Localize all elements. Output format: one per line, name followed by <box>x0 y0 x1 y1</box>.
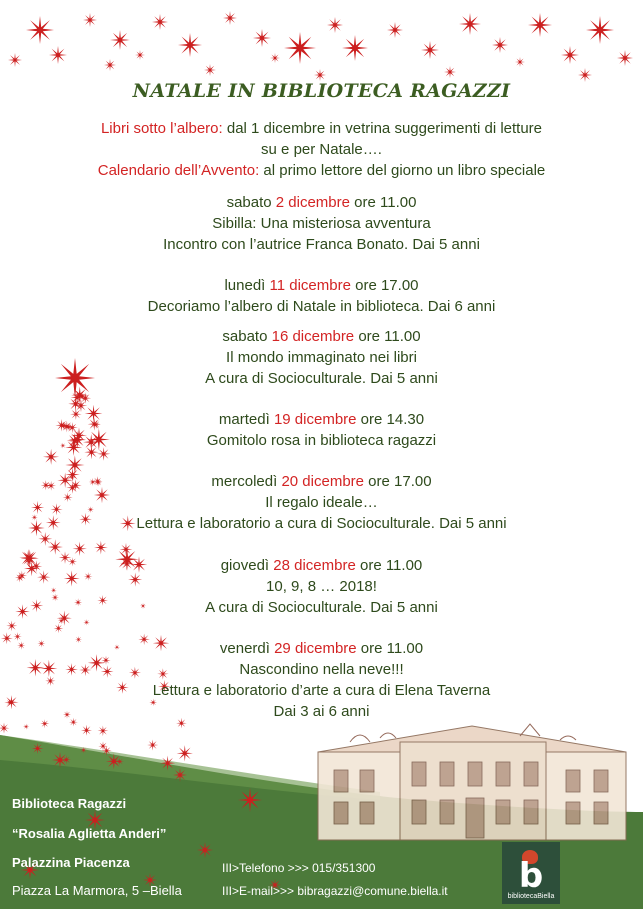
event-time: ore 11.00 <box>356 640 424 657</box>
event-header <box>60 471 583 492</box>
sparkle-star-icon <box>147 740 158 751</box>
sparkle-star-icon <box>204 64 216 76</box>
sparkle-star-icon <box>46 481 56 491</box>
intro-section <box>40 118 603 181</box>
event-item <box>60 192 583 255</box>
event-day: martedì <box>218 411 274 428</box>
sparkle-star-icon <box>1 632 13 644</box>
sparkle-star-icon <box>26 16 54 44</box>
library-subtitle: “Rosalia Aglietta Anderi” <box>12 826 167 841</box>
event-day: giovedì <box>220 557 274 574</box>
sparkle-star-icon <box>387 22 403 38</box>
sparkle-star-icon <box>586 16 614 44</box>
sparkle-star-icon <box>37 570 51 584</box>
sparkle-star-icon <box>83 619 90 626</box>
sparkle-star-icon <box>135 50 145 60</box>
sparkle-star-icon <box>31 514 38 521</box>
intro-line-gifts <box>40 118 603 139</box>
sparkle-star-icon <box>515 57 525 67</box>
event-line: Nascondino nella neve!!! <box>239 661 404 678</box>
event-date: 28 dicembre <box>273 557 356 574</box>
sparkle-star-icon <box>80 747 86 753</box>
sparkle-star-icon <box>38 532 52 546</box>
sparkle-star-icon <box>45 676 55 686</box>
sparkle-star-icon <box>54 624 64 634</box>
sparkle-star-icon <box>81 725 92 736</box>
intro-line-advent <box>40 160 603 181</box>
sparkle-star-icon <box>98 726 109 737</box>
event-item <box>60 326 583 389</box>
event-header <box>60 555 583 576</box>
sparkle-star-icon <box>28 520 45 537</box>
sparkle-star-icon <box>17 641 25 649</box>
sparkle-star-icon <box>27 659 44 677</box>
event-line: Il regalo ideale… <box>265 494 378 511</box>
event-line: Decoriamo l’albero di Natale in biblioteca. Dai 6 anni <box>147 298 496 315</box>
sparkle-star-icon <box>270 53 280 63</box>
event-time: ore 17.00 <box>350 277 419 294</box>
event-line: Lettura e laboratorio d’arte a cura di Elena Taverna <box>152 682 491 699</box>
sparkle-star-icon <box>528 13 552 37</box>
event-line: Sibilla: Una misteriosa avventura <box>212 215 431 232</box>
event-time: ore 11.00 <box>355 557 423 574</box>
sparkle-star-icon <box>421 41 439 59</box>
sparkle-star-icon <box>284 32 316 64</box>
sparkle-star-icon <box>83 13 97 27</box>
event-header <box>60 275 583 296</box>
sparkle-star-icon <box>110 30 130 50</box>
intro-text-gifts: dal 1 dicembre in vetrina suggerimenti di letture <box>222 120 543 137</box>
sparkle-star-icon <box>177 745 193 761</box>
sparkle-star-icon <box>30 560 42 572</box>
event-header <box>60 192 583 213</box>
sparkle-star-icon <box>492 37 508 53</box>
sparkle-star-icon <box>13 632 22 641</box>
sparkle-star-icon <box>6 621 17 632</box>
sparkle-star-icon <box>31 501 44 514</box>
sparkle-star-icon <box>4 695 18 709</box>
sparkle-star-icon <box>342 35 368 61</box>
page-title: NATALE IN BIBLIOTECA RAGAZZI <box>132 80 511 102</box>
email-contact[interactable]: III>E-mail>>> bibragazzi@comune.biella.it <box>222 884 448 898</box>
event-line: Gomitolo rosa in biblioteca ragazzi <box>206 432 437 449</box>
event-header <box>60 409 583 430</box>
event-day: mercoledì <box>211 473 282 490</box>
sparkle-star-icon <box>120 543 133 556</box>
event-line: Il mondo immaginato nei libri <box>226 349 417 366</box>
library-building-illustration <box>318 724 626 840</box>
event-line: Dai 3 ai 6 anni <box>273 703 370 720</box>
event-date: 29 dicembre <box>274 640 357 657</box>
event-time: ore 17.00 <box>364 473 432 490</box>
sparkle-star-icon <box>46 515 61 530</box>
event-date: 20 dicembre <box>281 473 364 490</box>
logo-caption: bibliotecaBiella <box>507 893 555 900</box>
sparkle-star-icon <box>37 640 45 648</box>
sparkle-star-icon <box>327 17 343 33</box>
sparkle-star-icon <box>104 59 116 71</box>
sparkle-star-icon <box>94 541 108 555</box>
event-date: 11 dicembre <box>269 277 351 294</box>
intro-label-advent: Calendario dell’Avvento: <box>97 162 260 179</box>
intro-text-advent: al primo lettore del giorno un libro speciale <box>259 162 546 179</box>
library-address: Piazza La Marmora, 5 –Biella <box>12 883 182 898</box>
event-date: 2 dicembre <box>275 194 350 211</box>
sparkle-star-icon <box>561 46 579 64</box>
sparkle-star-icon <box>444 66 456 78</box>
sparkle-star-icon <box>0 723 9 734</box>
sparkle-star-icon <box>41 480 51 490</box>
sparkle-star-icon <box>253 29 271 47</box>
event-date: 16 dicembre <box>271 328 355 345</box>
event-line: A cura di Socioculturale. Dai 5 anni <box>205 370 438 387</box>
intro-line-gifts-cont: su e per Natale…. <box>261 141 382 158</box>
sparkle-star-icon <box>459 13 481 35</box>
sparkle-star-icon <box>51 587 57 593</box>
event-header <box>60 638 583 659</box>
sparkle-star-icon <box>43 449 59 465</box>
sparkle-star-icon <box>51 594 59 602</box>
sparkle-star-icon <box>52 752 68 768</box>
event-item <box>60 555 583 618</box>
intro-label-gifts: Libri sotto l’albero: <box>100 120 223 137</box>
event-time: ore 14.30 <box>356 411 425 428</box>
sparkle-star-icon <box>49 46 67 64</box>
library-name: Biblioteca Ragazzi <box>12 796 127 811</box>
sparkle-star-icon <box>152 14 168 30</box>
event-date: 19 dicembre <box>273 411 357 428</box>
event-item <box>60 638 583 722</box>
library-building: Palazzina Piacenza <box>12 855 130 870</box>
event-item <box>60 409 583 451</box>
event-day: sabato <box>226 194 276 211</box>
sparkle-star-icon <box>24 561 40 577</box>
event-item <box>60 471 583 534</box>
event-item <box>60 275 583 317</box>
event-time: ore 11.00 <box>354 328 421 345</box>
sparkle-star-icon <box>617 50 633 66</box>
sparkle-star-icon <box>223 11 237 25</box>
sparkle-star-icon <box>23 724 29 730</box>
phone-contact: III>Telefono >>> 015/351300 <box>222 861 376 875</box>
sparkle-star-icon <box>8 53 22 67</box>
sparkle-star-icon <box>73 542 87 556</box>
event-line: Lettura e laboratorio a cura di Socioculturale. Dai 5 anni <box>136 515 507 532</box>
event-time: ore 11.00 <box>349 194 417 211</box>
sparkle-star-icon <box>40 719 49 728</box>
event-header <box>60 326 583 347</box>
sparkle-star-icon <box>48 539 63 554</box>
logo-letter: b <box>518 856 544 896</box>
sparkle-star-icon <box>116 758 124 766</box>
sparkle-star-icon <box>30 599 43 612</box>
sparkle-star-icon <box>178 33 202 57</box>
event-line: A cura di Socioculturale. Dai 5 anni <box>205 599 438 616</box>
event-day: lunedì <box>224 277 270 294</box>
event-line: Incontro con l’autrice Franca Bonato. Dai 5 anni <box>163 236 480 253</box>
biblioteca-biella-logo <box>502 842 560 904</box>
event-day: venerdì <box>219 640 275 657</box>
event-day: sabato <box>222 328 272 345</box>
sparkle-star-icon <box>238 788 262 812</box>
sparkle-star-icon <box>197 842 213 858</box>
event-line: 10, 9, 8 … 2018! <box>266 578 377 595</box>
sparkle-star-icon <box>173 768 187 782</box>
sparkle-star-icon <box>40 660 57 677</box>
sparkle-star-icon <box>15 604 29 619</box>
